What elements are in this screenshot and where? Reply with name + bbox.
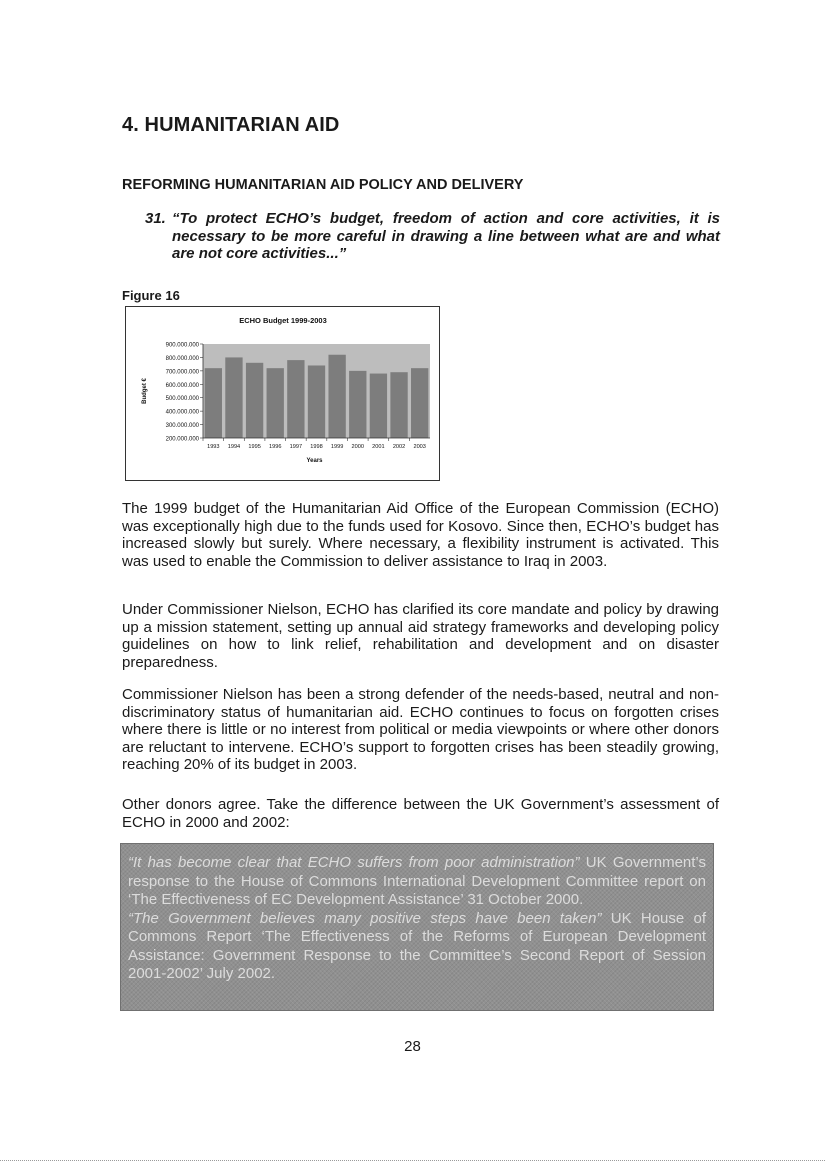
page-number: 28 [404,1038,421,1055]
paragraph-forgotten-crises: Commissioner Nielson has been a strong defender of the needs-based, neutral and non-discriminatory status of humanitarian aid. ECHO continues to focus on forgotten crises where there is little or no interest from political or media viewpoints or where other donors are reluctant to intervene. ECHO’s support to forgotten crises has been steadily growing, reaching 20% of its budget in 2003. [122,686,719,774]
subsection-title: REFORMING HUMANITARIAN AID POLICY AND DELIVERY [122,177,524,193]
y-tick-label: 700.000.000 [165,369,199,376]
y-tick-label: 400.000.000 [165,409,199,416]
y-axis-label: Budget € [142,378,148,404]
x-axis-label: Years [306,458,323,464]
y-tick-label: 200.000.000 [165,436,199,443]
paragraph-other-donors: Other donors agree. Take the difference between the UK Government’s assessment of ECHO in 2000 and 2002: [122,796,719,831]
bar [308,365,325,438]
x-tick-label: 1997 [289,444,303,450]
x-tick-label: 1995 [248,444,261,450]
y-tick-label: 600.000.000 [165,382,199,389]
x-tick-label: 1998 [310,444,323,450]
paragraph-mandate: Under Commissioner Nielson, ECHO has clarified its core mandate and policy by drawing up a mission statement, setting up annual aid strategy frameworks and developing policy guidelines on how to link relief, rehabilitation and development and on disaster preparedness. [122,601,719,671]
quote-2000: “It has become clear that ECHO suffers from poor administration” [128,854,580,871]
bar [287,360,304,438]
bar [411,368,428,438]
section-title: 4. HUMANITARIAN AID [122,114,340,136]
bar [370,374,387,438]
uk-government-quotes-box [120,843,714,1011]
x-tick-label: 2000 [351,444,364,450]
bar [390,372,407,438]
quote-2000-source: UK Government’s response to the House of Commons International Development Committee report on ‘The Effectiveness of EC Development Assistance’ 31 October 2000. [128,854,706,908]
y-tick-label: 800.000.000 [165,355,199,362]
x-tick-label: 1993 [207,444,220,450]
bar [267,368,284,438]
echo-budget-chart [125,306,440,481]
bar [246,363,263,438]
x-tick-label: 1994 [227,444,241,450]
y-tick-label: 500.000.000 [165,396,199,403]
quote-2002: “The Government believes many positive steps have been taken” [128,909,602,927]
bar [205,368,222,438]
x-tick-label: 1999 [330,444,344,450]
bar [328,355,345,438]
recommendation-number: 31. [145,210,166,227]
page-bottom-border [0,1160,825,1161]
x-tick-label: 2001 [372,444,385,450]
chart-svg [126,307,439,480]
paragraph-budget: The 1999 budget of the Humanitarian Aid Office of the European Commission (ECHO) was exceptionally high due to the funds used for Kosovo. Since then, ECHO’s budget has increased slowly but surely. Where necessary, a flexibility instrument is activated. This was used to enable the Commission to deliver assistance to Iraq in 2003. [122,500,719,570]
chart-title: ECHO Budget 1999-2003 [239,316,327,325]
uk-quotes-text [128,854,706,984]
y-tick-label: 300.000.000 [165,423,199,430]
x-tick-label: 1996 [269,444,282,450]
x-tick-label: 2003 [413,444,426,450]
y-tick-label: 900.000.000 [165,342,199,349]
quote-2002-source: UK House of Commons Report ‘The Effectiveness of the Reforms of European Development Assistance: Government Response to the Committee’s Second Report of Session 2001-2002’ July 2002. [128,909,706,982]
recommendation-quote: “To protect ECHO’s budget, freedom of action and core activities, it is necessary to be more careful in drawing a line between what are and what are not core activities...” [172,210,720,262]
x-tick-label: 2002 [392,444,406,450]
bar [349,371,366,438]
figure-label: Figure 16 [122,288,180,303]
bar [225,357,242,438]
